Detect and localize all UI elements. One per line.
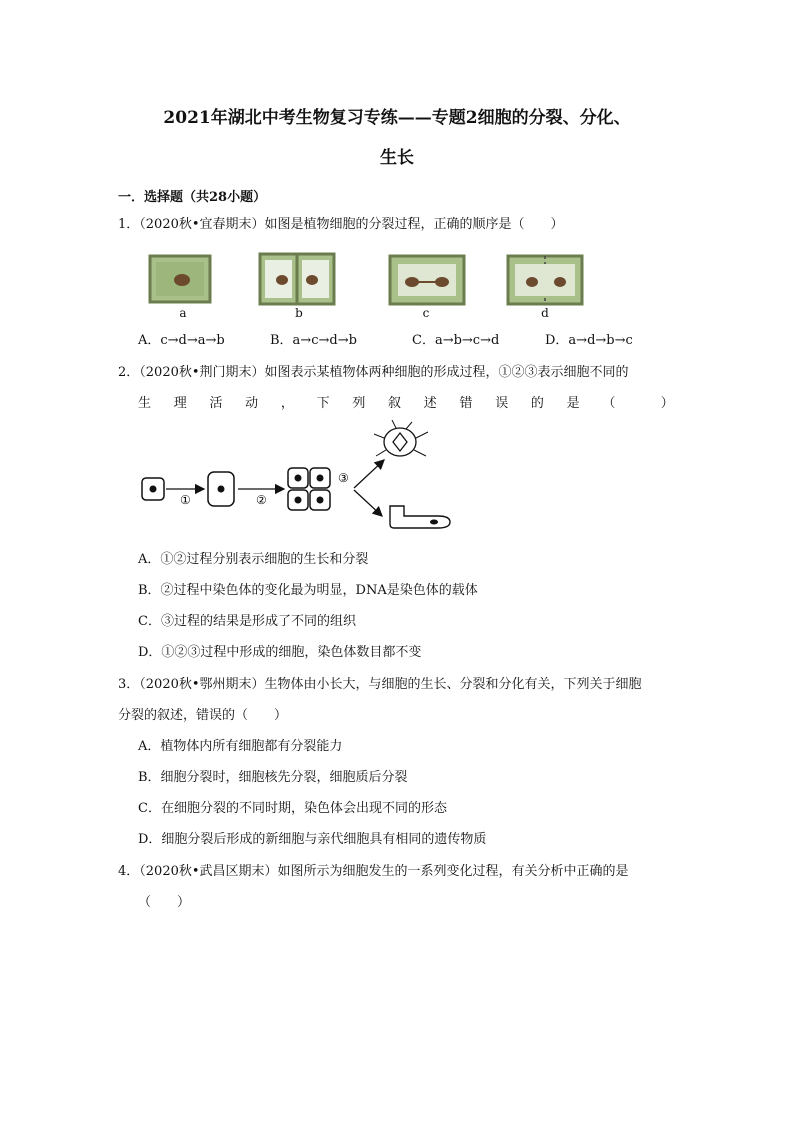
document-title-line2: 生长 — [380, 148, 414, 168]
q3-stem-line2: 分裂的叙述，错误的（ ） — [118, 708, 288, 723]
q2-option-a: A．①②过程分别表示细胞的生长和分裂 — [138, 552, 369, 567]
q2-cell-formation-diagram — [138, 420, 468, 540]
cell-image-c — [390, 256, 464, 304]
cell-image-d — [508, 256, 582, 304]
q2-stem-line2: 生 理 活 动 ， 下 列 叙 述 错 误 的 是 （ ） — [138, 396, 674, 411]
q1-caption-a: a — [179, 306, 187, 320]
cell-image-a — [150, 256, 210, 302]
process-label-3: ③ — [338, 471, 349, 485]
document-title-line1: 2021年湖北中考生物复习专练——专题2细胞的分裂、分化、 — [163, 108, 631, 128]
q1-caption-b: b — [295, 306, 303, 320]
q3-option-a: A．植物体内所有细胞都有分裂能力 — [138, 739, 343, 754]
q2-option-c: C．③过程的结果是形成了不同的组织 — [138, 614, 356, 629]
q3-option-c: C．在细胞分裂的不同时期，染色体会出现不同的形态 — [138, 801, 447, 816]
q3-option-b: B．细胞分裂时，细胞核先分裂，细胞质后分裂 — [138, 770, 408, 785]
q4-stem-line1: 4．（2020秋•武昌区期末）如图所示为细胞发生的一系列变化过程，有关分析中正确的是 — [118, 864, 629, 879]
q3-stem-line1: 3．（2020秋•鄂州期末）生物体由小长大，与细胞的生长、分裂和分化有关，下列关于细胞 — [118, 677, 642, 692]
process-label-1: ① — [180, 493, 191, 507]
process-label-2: ② — [256, 493, 267, 507]
q1-stem: 1．（2020秋•宜春期末）如图是植物细胞的分裂过程，正确的顺序是（ ） — [118, 217, 564, 232]
q2-option-d: D．①②③过程中形成的细胞，染色体数目都不变 — [138, 645, 422, 660]
q1-cell-division-figure — [146, 250, 666, 310]
q1-option-d: D．a→d→b→c — [545, 333, 633, 348]
q1-option-a: A．c→d→a→b — [138, 333, 225, 348]
q2-stem-line1: 2．（2020秋•荆门期末）如图表示某植物体两种细胞的形成过程，①②③表示细胞不同的 — [118, 365, 629, 380]
cell-image-b — [260, 254, 334, 304]
root-hair-cell — [390, 506, 450, 528]
q4-stem-line2: （ ） — [138, 895, 191, 910]
q1-option-c: C．a→b→c→d — [412, 333, 500, 348]
stoma-cell — [374, 420, 428, 456]
q1-caption-d: d — [541, 306, 549, 320]
q2-option-b: B．②过程中染色体的变化最为明显，DNA是染色体的载体 — [138, 583, 478, 598]
section-heading: 一．选择题（共28小题） — [118, 190, 267, 205]
four-cell-group — [288, 468, 330, 510]
q1-caption-c: c — [422, 306, 430, 320]
q3-option-d: D．细胞分裂后形成的新细胞与亲代细胞具有相同的遗传物质 — [138, 832, 487, 847]
q1-option-b: B．a→c→d→b — [270, 333, 357, 348]
